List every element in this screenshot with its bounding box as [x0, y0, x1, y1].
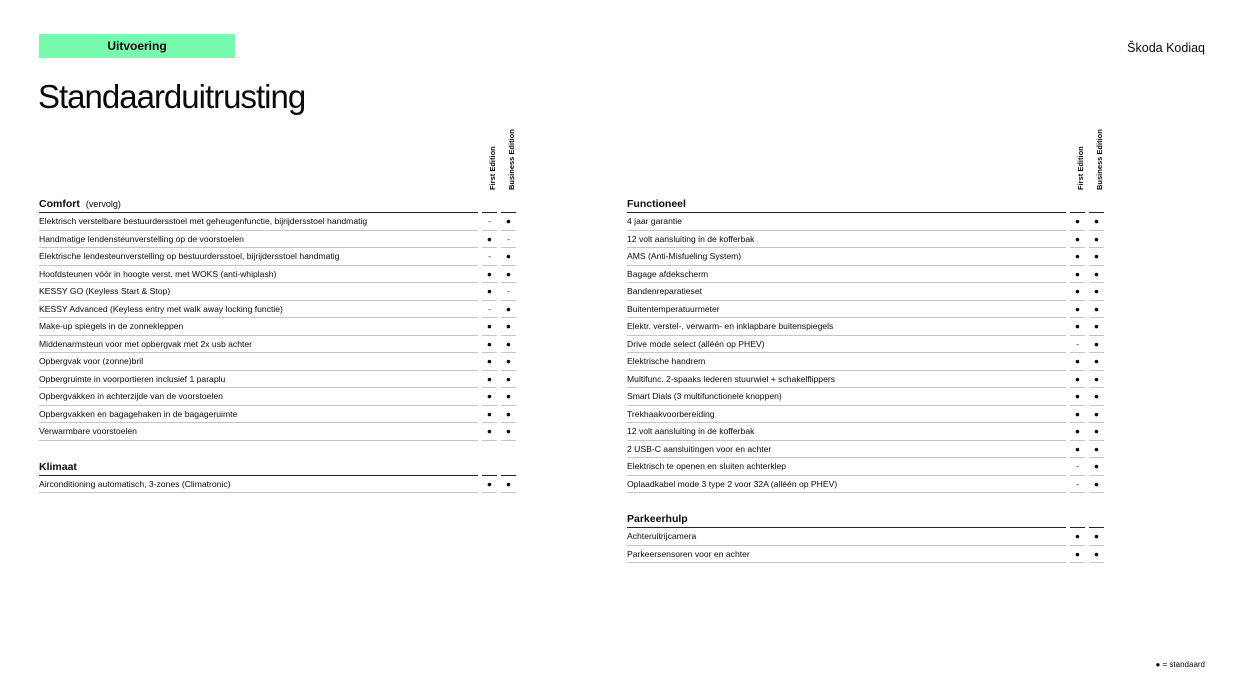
feature-label: 12 volt aansluiting in de kofferbak — [627, 423, 1066, 441]
section-header — [627, 511, 1107, 528]
availability-business-edition: ● — [1089, 301, 1104, 319]
availability-business-edition: ● — [501, 213, 516, 231]
table-row — [39, 353, 519, 371]
section-header-rule — [482, 196, 497, 213]
availability-first-edition: ● — [1070, 266, 1085, 284]
table-row — [627, 546, 1107, 564]
availability-first-edition: ● — [482, 283, 497, 301]
feature-label: 4 jaar garantie — [627, 213, 1066, 231]
availability-business-edition: ● — [501, 406, 516, 424]
availability-first-edition: ● — [1070, 441, 1085, 459]
feature-label: Opbergvakken in achterzijde van de voorstoelen — [39, 388, 478, 406]
availability-business-edition: ● — [501, 336, 516, 354]
section-tag: Uitvoering — [39, 34, 235, 58]
feature-label: Oplaadkabel mode 3 type 2 voor 32A (alléén op PHEV) — [627, 476, 1066, 494]
section-title-text: Functioneel — [627, 198, 686, 210]
availability-first-edition: ● — [482, 266, 497, 284]
availability-business-edition: ● — [501, 371, 516, 389]
availability-business-edition: ● — [501, 476, 516, 494]
table-row — [39, 423, 519, 441]
availability-business-edition: ● — [501, 423, 516, 441]
feature-label: Handmatige lendensteunverstelling op de voorstoelen — [39, 231, 478, 249]
column-headers — [39, 130, 519, 196]
feature-label: Elektr. verstel-, verwarm- en inklapbare buitenspiegels — [627, 318, 1066, 336]
table-row — [39, 406, 519, 424]
section-header-rule — [1089, 511, 1104, 528]
availability-first-edition: ● — [1070, 353, 1085, 371]
section-header-rule — [501, 459, 516, 476]
section-header — [39, 196, 519, 213]
feature-label: Verwarmbare voorstoelen — [39, 423, 478, 441]
availability-business-edition: ● — [1089, 458, 1104, 476]
feature-label: 2 USB-C aansluitingen voor en achter — [627, 441, 1066, 459]
section-header-rule — [482, 459, 497, 476]
table-row — [627, 266, 1107, 284]
availability-first-edition: ● — [482, 371, 497, 389]
feature-label: Smart Dials (3 multifunctionele knoppen) — [627, 388, 1066, 406]
feature-label: Opbergvakken en bagagehaken in de bagageruimte — [39, 406, 478, 424]
feature-label: Drive mode select (alléén op PHEV) — [627, 336, 1066, 354]
table-row — [39, 266, 519, 284]
availability-business-edition: ● — [1089, 546, 1104, 564]
table-row — [39, 301, 519, 319]
availability-business-edition: ● — [501, 388, 516, 406]
section-title-text: Parkeerhulp — [627, 513, 688, 525]
table-row — [627, 458, 1107, 476]
availability-business-edition: ● — [1089, 283, 1104, 301]
availability-first-edition: ● — [1070, 283, 1085, 301]
availability-business-edition: ● — [1089, 353, 1104, 371]
table-row — [39, 283, 519, 301]
feature-label: Parkeersensoren voor en achter — [627, 546, 1066, 564]
section-header-rule — [1070, 511, 1085, 528]
availability-first-edition: - — [482, 213, 497, 231]
availability-first-edition: ● — [1070, 231, 1085, 249]
availability-first-edition: ● — [1070, 213, 1085, 231]
feature-label: Elektrische lendesteunverstelling op bestuurdersstoel, bijrijdersstoel handmatig — [39, 248, 478, 266]
table-row — [627, 353, 1107, 371]
section-title — [39, 459, 478, 476]
feature-label: Elektrisch verstelbare bestuurdersstoel met geheugenfunctie, bijrijdersstoel handmatig — [39, 213, 478, 231]
table-row — [627, 231, 1107, 249]
feature-label: Buitentemperatuurmeter — [627, 301, 1066, 319]
column-header-business-edition: Business Edition — [1095, 129, 1104, 190]
availability-business-edition: ● — [1089, 231, 1104, 249]
availability-business-edition: ● — [501, 248, 516, 266]
availability-first-edition: ● — [482, 423, 497, 441]
availability-business-edition: ● — [1089, 528, 1104, 546]
table-row — [627, 388, 1107, 406]
section-header-rule — [1089, 196, 1104, 213]
availability-first-edition: ● — [482, 406, 497, 424]
column-headers — [627, 130, 1107, 196]
feature-label: Make-up spiegels in de zonnekleppen — [39, 318, 478, 336]
feature-label: Bagage afdekscherm — [627, 266, 1066, 284]
availability-business-edition: ● — [501, 266, 516, 284]
availability-first-edition: - — [482, 301, 497, 319]
availability-first-edition: - — [1070, 336, 1085, 354]
feature-label: Multifunc. 2-spaaks lederen stuurwiel + schakelflippers — [627, 371, 1066, 389]
feature-label: KESSY GO (Keyless Start & Stop) — [39, 283, 478, 301]
section-title-text: Comfort — [39, 198, 80, 210]
availability-first-edition: ● — [1070, 423, 1085, 441]
brand-name: Škoda Kodiaq — [1127, 41, 1205, 55]
feature-label: 12 volt aansluiting in de kofferbak — [627, 231, 1066, 249]
table-row — [627, 406, 1107, 424]
availability-first-edition: ● — [482, 388, 497, 406]
availability-business-edition: ● — [501, 301, 516, 319]
availability-business-edition: ● — [1089, 318, 1104, 336]
feature-label: Middenarmsteun voor met opbergvak met 2x usb achter — [39, 336, 478, 354]
availability-first-edition: ● — [482, 353, 497, 371]
table-row — [627, 248, 1107, 266]
feature-label: Opbergruimte in voorportieren inclusief 1 paraplu — [39, 371, 478, 389]
availability-first-edition: ● — [1070, 318, 1085, 336]
table-row — [39, 476, 519, 494]
equipment-section — [627, 196, 1107, 493]
legend: ● = standaard — [1155, 660, 1205, 669]
table-row — [627, 528, 1107, 546]
availability-first-edition: ● — [482, 336, 497, 354]
table-row — [627, 371, 1107, 389]
feature-label: Bandenreparatieset — [627, 283, 1066, 301]
availability-business-edition: ● — [1089, 336, 1104, 354]
availability-first-edition: ● — [1070, 406, 1085, 424]
table-row — [627, 423, 1107, 441]
right-equipment-panel — [627, 130, 1107, 563]
section-title — [627, 196, 1066, 213]
section-header — [627, 196, 1107, 213]
availability-business-edition: ● — [1089, 266, 1104, 284]
availability-business-edition: ● — [1089, 423, 1104, 441]
column-header-business-edition: Business Edition — [507, 129, 516, 190]
availability-first-edition: ● — [482, 318, 497, 336]
table-row — [627, 476, 1107, 494]
feature-label: Achteruitrijcamera — [627, 528, 1066, 546]
section-header-rule — [1070, 196, 1085, 213]
feature-label: Elektrische handrem — [627, 353, 1066, 371]
availability-business-edition: ● — [501, 318, 516, 336]
equipment-section — [39, 459, 519, 494]
availability-business-edition: ● — [1089, 248, 1104, 266]
feature-label: AMS (Anti-Misfueling System) — [627, 248, 1066, 266]
table-row — [39, 371, 519, 389]
availability-first-edition: - — [1070, 458, 1085, 476]
section-subtitle: (vervolg) — [85, 199, 121, 209]
column-header-first-edition: First Edition — [488, 146, 497, 190]
table-row — [627, 318, 1107, 336]
availability-first-edition: ● — [482, 476, 497, 494]
table-row — [39, 388, 519, 406]
equipment-section — [627, 511, 1107, 563]
table-row — [39, 231, 519, 249]
availability-business-edition: ● — [1089, 476, 1104, 494]
table-row — [39, 248, 519, 266]
table-row — [627, 283, 1107, 301]
availability-first-edition: ● — [482, 231, 497, 249]
table-row — [39, 318, 519, 336]
feature-label: Opbergvak voor (zonne)bril — [39, 353, 478, 371]
availability-business-edition: ● — [1089, 441, 1104, 459]
availability-business-edition: - — [501, 231, 516, 249]
availability-first-edition: - — [1070, 476, 1085, 494]
availability-first-edition: ● — [1070, 528, 1085, 546]
feature-label: Airconditioning automatisch, 3-zones (Climatronic) — [39, 476, 478, 494]
availability-business-edition: ● — [1089, 388, 1104, 406]
availability-business-edition: ● — [1089, 213, 1104, 231]
availability-first-edition: ● — [1070, 388, 1085, 406]
section-title — [627, 511, 1066, 528]
section-header — [39, 459, 519, 476]
table-row — [627, 301, 1107, 319]
feature-label: Hoofdsteunen vóór in hoogte verst. met WOKS (anti-whiplash) — [39, 266, 478, 284]
feature-label: Elektrisch te openen en sluiten achterklep — [627, 458, 1066, 476]
availability-business-edition: ● — [1089, 371, 1104, 389]
page-title: Standaarduitrusting — [38, 78, 306, 115]
availability-first-edition: ● — [1070, 248, 1085, 266]
availability-first-edition: ● — [1070, 301, 1085, 319]
availability-first-edition: - — [482, 248, 497, 266]
feature-label: Trekhaakvoorbereiding — [627, 406, 1066, 424]
section-title — [39, 196, 478, 213]
table-row — [39, 213, 519, 231]
table-row — [627, 441, 1107, 459]
availability-business-edition: ● — [501, 353, 516, 371]
availability-business-edition: - — [501, 283, 516, 301]
availability-business-edition: ● — [1089, 406, 1104, 424]
table-row — [627, 213, 1107, 231]
table-row — [627, 336, 1107, 354]
left-equipment-panel — [39, 130, 519, 493]
section-title-text: Klimaat — [39, 460, 77, 473]
column-header-first-edition: First Edition — [1076, 146, 1085, 190]
equipment-section — [39, 196, 519, 441]
table-row — [39, 336, 519, 354]
section-header-rule — [501, 196, 516, 213]
availability-first-edition: ● — [1070, 371, 1085, 389]
feature-label: KESSY Advanced (Keyless entry met walk away locking functie) — [39, 301, 478, 319]
availability-first-edition: ● — [1070, 546, 1085, 564]
